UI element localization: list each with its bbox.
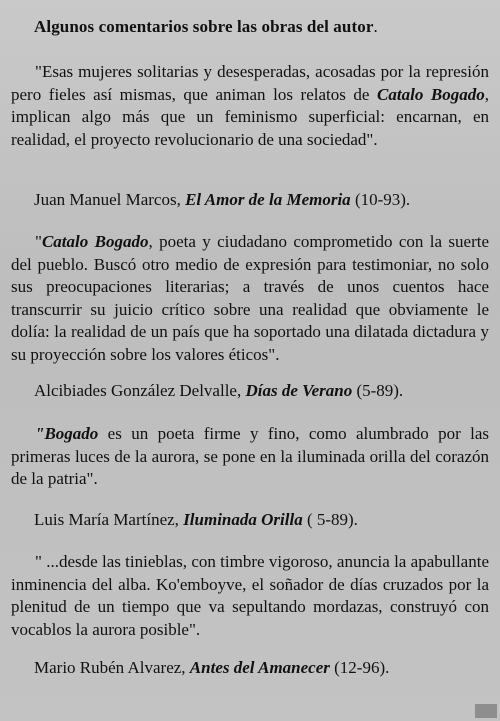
attribution-author: Alcibiades González Delvalle,	[34, 381, 246, 400]
quote-alvarez	[11, 551, 489, 641]
quote-emphasis: Catalo Bogado	[377, 84, 485, 104]
watermark-logo	[475, 704, 497, 718]
attribution-work: Antes del Amanecer	[189, 658, 330, 677]
attribution-author: Mario Rubén Alvarez,	[34, 658, 190, 677]
quote-text: , implican algo más que un feminismo superficial: encarnan, en realidad, el proyecto revolucionario de una sociedad".	[11, 84, 489, 149]
heading-text: Algunos comentarios sobre las obras del autor	[34, 17, 374, 36]
attribution-martinez	[34, 509, 358, 532]
section-heading	[34, 17, 378, 37]
heading-period: .	[373, 17, 378, 36]
quote-gonzalez	[11, 231, 489, 366]
attribution-work: Días de Verano	[245, 381, 353, 400]
quote-text: , poeta y ciudadano comprometido con la suerte del pueblo. Buscó otro medio de expresión para testimoniar, no solo sus preocupaciones literarias; a través de unos cuentos hace transcurrir su juicio crítico sobre una realidad que obviamente le dolía: la realidad de un país que ha soportado una dilatada dictadura y su proyección sobre los valores éticos".	[11, 232, 489, 364]
attribution-author: Luis María Martínez,	[34, 510, 184, 529]
attribution-date: (5-89).	[352, 381, 404, 400]
attribution-date: (10-93).	[350, 190, 411, 209]
quote-text: "Esas mujeres solitarias y desesperadas, acosadas por la represión pero fieles así mismas, que animan los relatos de	[11, 62, 489, 104]
quote-text: "	[35, 232, 42, 251]
quote-emphasis: "Bogado	[35, 424, 99, 443]
attribution-work: Iluminada Orilla	[183, 510, 303, 529]
attribution-alvarez	[34, 657, 389, 680]
attribution-date: ( 5-89).	[302, 510, 358, 529]
attribution-work: El Amor de la Memoria	[185, 190, 351, 209]
quote-marcos	[11, 61, 489, 151]
attribution-date: (12-96).	[329, 658, 390, 677]
quote-martinez	[11, 423, 489, 491]
quote-text: es un poeta firme y fino, como alumbrado por las primeras luces de la aurora, se pone en la iluminada orilla del corazón de la patria".	[11, 424, 489, 488]
quote-emphasis: Catalo Bogado	[41, 232, 149, 251]
attribution-gonzalez	[34, 380, 403, 403]
attribution-author: Juan Manuel Marcos,	[34, 190, 186, 209]
quote-text: " ...desde las tinieblas, con timbre vigoroso, anuncia la apabullante inminencia del alba. Ko'emboyve, el soñador de días cruzados por la plenitud de un tiempo que va sepultando mordazas, construyó con vocablos la aurora posible".	[11, 552, 489, 639]
attribution-marcos	[34, 189, 410, 212]
